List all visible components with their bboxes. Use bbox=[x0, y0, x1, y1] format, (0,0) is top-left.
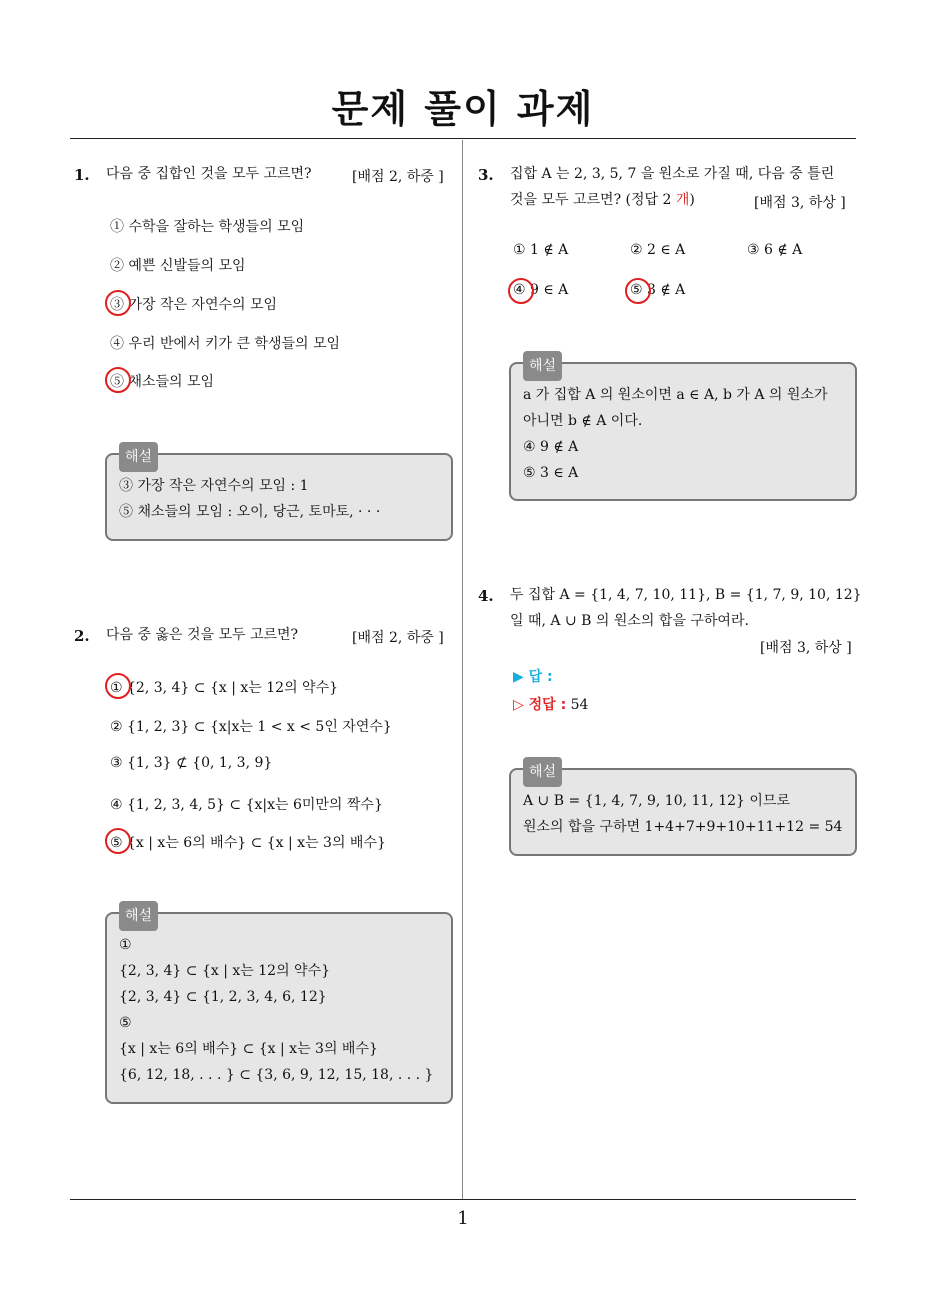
option-1[interactable]: ① 1 ∉ A bbox=[513, 242, 569, 258]
solution-box bbox=[105, 449, 453, 541]
option-1[interactable]: ① 수학을 잘하는 학생들의 모임 bbox=[110, 219, 305, 235]
question-number: 2. bbox=[74, 627, 90, 645]
solution-line: ⑤ bbox=[119, 1015, 132, 1031]
solution-box bbox=[509, 764, 857, 856]
selected-mark bbox=[105, 828, 131, 854]
bottom-divider bbox=[70, 1199, 856, 1200]
question-meta: [배점 2, 하중 ] bbox=[352, 630, 444, 646]
question-text-part: ) bbox=[689, 192, 695, 208]
selected-mark bbox=[625, 278, 651, 304]
solution-line: 원소의 합을 구하면 1+4+7+9+10+11+12 = 54 bbox=[523, 819, 843, 835]
question-text: 다음 중 옳은 것을 모두 고르면? bbox=[106, 627, 299, 643]
option-5[interactable]: ⑤ 채소들의 모임 bbox=[110, 374, 215, 390]
solution-tag: 해설 bbox=[119, 442, 158, 472]
solution-line: ⑤ 3 ∈ A bbox=[523, 465, 579, 481]
question-meta: [배점 3, 하상 ] bbox=[760, 640, 852, 656]
solution-line: ① bbox=[119, 937, 132, 953]
question-text-line: 두 집합 A = {1, 4, 7, 10, 11}, B = {1, 7, 9, 10, 12} bbox=[510, 587, 862, 603]
correct-answer-value: 54 bbox=[570, 697, 589, 713]
solution-box bbox=[105, 908, 453, 1104]
option-5[interactable]: ⑤ {x | x는 6의 배수} ⊂ {x | x는 3의 배수} bbox=[110, 835, 386, 851]
solution-line: {x | x는 6의 배수} ⊂ {x | x는 3의 배수} bbox=[119, 1041, 378, 1057]
selected-mark bbox=[508, 278, 534, 304]
solution-line: ③ 가장 작은 자연수의 모임 : 1 bbox=[119, 478, 309, 494]
solution-line: {2, 3, 4} ⊂ {1, 2, 3, 4, 6, 12} bbox=[119, 989, 327, 1005]
solution-line: ⑤ 채소들의 모임 : 오이, 당근, 토마토, · · · bbox=[119, 504, 381, 520]
answer-label: ▶ 답 : bbox=[513, 669, 553, 685]
solution-box bbox=[509, 358, 857, 501]
question-text: 다음 중 집합인 것을 모두 고르면? bbox=[106, 166, 312, 182]
option-4[interactable]: ④ 우리 반에서 키가 큰 학생들의 모임 bbox=[110, 336, 341, 352]
question-number: 1. bbox=[74, 166, 90, 184]
solution-line: ④ 9 ∉ A bbox=[523, 439, 579, 455]
selected-mark bbox=[105, 673, 131, 699]
answer-count-unit: 개 bbox=[675, 192, 690, 208]
option-4[interactable]: ④ {1, 2, 3, 4, 5} ⊂ {x|x는 6미만의 짝수} bbox=[110, 797, 383, 813]
solution-tag: 해설 bbox=[119, 901, 158, 931]
question-text-part: 것을 모두 고르면? (정답 2 bbox=[510, 192, 676, 208]
question-text-line: 일 때, A ∪ B 의 원소의 합을 구하여라. bbox=[510, 613, 749, 629]
solution-line: {6, 12, 18, . . . } ⊂ {3, 6, 9, 12, 15, 18, . . . } bbox=[119, 1067, 434, 1083]
option-4[interactable]: ④ 9 ∈ A bbox=[513, 282, 569, 298]
question-meta: [배점 2, 하중 ] bbox=[352, 169, 444, 185]
question-meta: [배점 3, 하상 ] bbox=[754, 195, 846, 211]
question-number: 3. bbox=[478, 166, 494, 184]
solution-line: a 가 집합 A 의 원소이면 a ∈ A, b 가 A 의 원소가 bbox=[523, 387, 828, 403]
correct-answer-label: ▷ 정답 : bbox=[513, 697, 567, 713]
option-2[interactable]: ② 2 ∈ A bbox=[630, 242, 686, 258]
solution-line: {2, 3, 4} ⊂ {x | x는 12의 약수} bbox=[119, 963, 331, 979]
question-text bbox=[510, 582, 862, 634]
option-2[interactable]: ② {1, 2, 3} ⊂ {x|x는 1 < x < 5인 자연수} bbox=[110, 719, 392, 735]
option-3[interactable]: ③ 가장 작은 자연수의 모임 bbox=[110, 297, 278, 313]
page-title: 문제 풀이 과제 bbox=[331, 87, 595, 131]
selected-mark bbox=[105, 367, 131, 393]
solution-tag: 해설 bbox=[523, 351, 562, 381]
option-3[interactable]: ③ {1, 3} ⊄ {0, 1, 3, 9} bbox=[110, 755, 273, 771]
solution-line: 아니면 b ∉ A 이다. bbox=[523, 413, 643, 429]
selected-mark bbox=[105, 290, 131, 316]
option-1[interactable]: ① {2, 3, 4} ⊂ {x | x는 12의 약수} bbox=[110, 680, 339, 696]
question-number: 4. bbox=[478, 587, 494, 605]
correct-answer bbox=[513, 694, 588, 714]
question-text-line: 집합 A 는 2, 3, 5, 7 을 원소로 가질 때, 다음 중 틀린 bbox=[510, 166, 835, 182]
option-3[interactable]: ③ 6 ∉ A bbox=[747, 242, 803, 258]
page-number: 1 bbox=[457, 1208, 469, 1229]
top-divider bbox=[70, 138, 856, 139]
option-2[interactable]: ② 예쁜 신발들의 모임 bbox=[110, 258, 246, 274]
option-5[interactable]: ⑤ 3 ∉ A bbox=[630, 282, 686, 298]
solution-line: A ∪ B = {1, 4, 7, 9, 10, 11, 12} 이므로 bbox=[523, 793, 790, 809]
column-divider bbox=[462, 140, 463, 1199]
solution-tag: 해설 bbox=[523, 757, 562, 787]
